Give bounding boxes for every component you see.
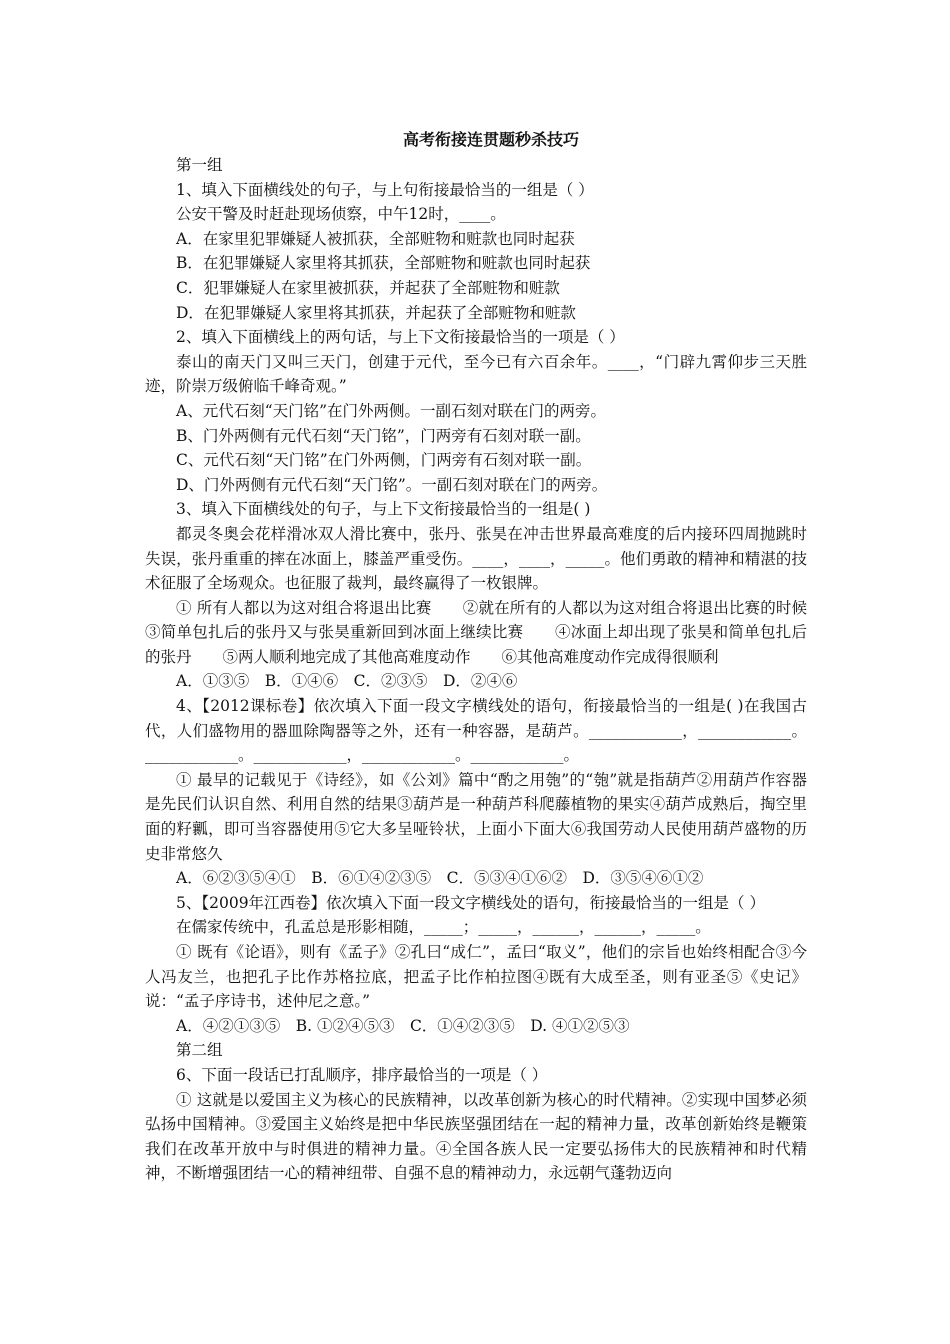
answer-options-row: A．⑥②③⑤④① B．⑥①④②③⑤ C．⑤③④①⑥② D．③⑤④⑥①② — [176, 869, 704, 888]
document-title: 高考衔接连贯题秒杀技巧 — [402, 130, 579, 149]
answer-option: C、元代石刻“天门铭”在门外两侧，门两旁有石刻对联一副。 — [176, 451, 592, 470]
question-stem: 3、填入下面横线处的句子，与上下文衔接最恰当的一组是( ) — [176, 500, 591, 519]
answer-options-row: A．④②①③⑤ B. ①②④⑤③ C．①④②③⑤ D. ④①②⑤③ — [176, 1016, 630, 1035]
answer-options-row: A．①③⑤ B．①④⑥ C．②③⑤ D．②④⑥ — [176, 672, 518, 691]
question-stem: 5、【2009年江西卷】依次填入下面一段文字横线处的语句，衔接最恰当的一组是（ ） — [176, 893, 765, 912]
question-text: 在儒家传统中，孔孟总是形影相随，_____；_____，______，______，_____。 — [176, 918, 711, 937]
question-stem: 4、【2012课标卷】依次填入下面一段文字横线处的语句，衔接最恰当的一组是( )在我国古代，人们盛物用的器皿除陶器等之外，还有一种容器，是葫芦。____________，____________。____________。____________，____________。____________。 — [145, 697, 807, 765]
question-text: ① 这就是以爱国主义为核心的民族精神，以改革创新为核心的时代精神。②实现中国梦必须弘扬中国精神。③爱国主义始终是把中华民族坚强团结在一起的精神力量，改革创新始终是鞭策我们在改革开放中与时俱进的精神力量。④全国各族人民一定要弘扬伟大的民族精神和时代精神，不断增强团结一心的精神纽带、自强不息的精神动力，永远朝气蓬勃迈向 — [145, 1090, 807, 1183]
answer-option: A、元代石刻“天门铭”在门外两侧。一副石刻对联在门的两旁。 — [176, 401, 607, 420]
question-stem: 2、填入下面横线上的两句话，与上下文衔接最恰当的一项是（ ） — [176, 328, 625, 347]
answer-option: C．犯罪嫌疑人在家里被抓获，并起获了全部赃物和赃款 — [176, 278, 560, 297]
section-heading: 第一组 — [176, 156, 223, 174]
question-text: 泰山的南天门又叫三天门，创建于元代，至今已有六百余年。____，“门辟九霄仰步三天胜迹，阶崇万级俯临千峰奇观。” — [145, 352, 807, 396]
question-stem: 1、填入下面横线处的句子，与上句衔接最恰当的一组是（ ） — [176, 180, 594, 199]
answer-option: D、门外两侧有元代石刻“天门铭”。一副石刻对联在门的两旁。 — [176, 475, 608, 494]
question-text: 都灵冬奥会花样滑冰双人滑比赛中，张丹、张昊在冲击世界最高难度的后内接环四周抛跳时失误，张丹重重的摔在冰面上，膝盖严重受伤。____，____，_____。他们勇敢的精神和精湛的技术征服了全场观众。也征服了裁判，最终赢得了一枚银牌。 — [145, 524, 807, 593]
question-stem: 6、下面一段话已打乱顺序，排序最恰当的一项是（ ） — [176, 1065, 548, 1084]
answer-option: A．在家里犯罪嫌疑人被抓获，全部赃物和赃款也同时起获 — [176, 229, 575, 248]
document-page — [145, 128, 839, 1186]
section-heading: 第二组 — [176, 1041, 223, 1060]
sentence-choices: ① 既有《论语》，则有《孟子》②孔曰“成仁”，孟曰“取义”，他们的宗旨也始终相配合③今人冯友兰，也把孔子比作苏格拉底，把孟子比作柏拉图④既有大成至圣，则有亚圣⑤《史记》说：“孟子序诗书，述仲尼之意。” — [145, 943, 807, 1011]
sentence-choices: ① 最早的记载见于《诗经》，如《公刘》篇中“酌之用匏”的“匏”就是指葫芦②用葫芦作容器是先民们认识自然、利用自然的结果③葫芦是一种葫芦科爬藤植物的果实④葫芦成熟后，掏空里面的籽瓤，即可当容器使用⑤它大多呈哑铃状，上面小下面大⑥我国劳动人民使用葫芦盛物的历史非常悠久 — [145, 770, 807, 863]
answer-option: B．在犯罪嫌疑人家里将其抓获，全部赃物和赃款也同时起获 — [176, 254, 591, 273]
answer-option: B、门外两侧有元代石刻“天门铭”，门两旁有石刻对联一副。 — [176, 426, 591, 445]
document-body — [145, 153, 839, 1186]
answer-option: D．在犯罪嫌疑人家里将其抓获，并起获了全部赃物和赃款 — [176, 303, 576, 322]
sentence-choices: ① 所有人都以为这对组合将退出比赛 ②就在所有的人都以为这对组合将退出比赛的时候 ③简单包扎后的张丹又与张昊重新回到冰面上继续比赛 ④冰面上却出现了张昊和简单包扎后的张丹 ⑤两人顺利地完成了其他高难度动作 ⑥其他高难度动作完成得很顺利 — [145, 598, 839, 666]
question-text: 公安干警及时赶赴现场侦察，中午12时，____。 — [176, 205, 506, 224]
